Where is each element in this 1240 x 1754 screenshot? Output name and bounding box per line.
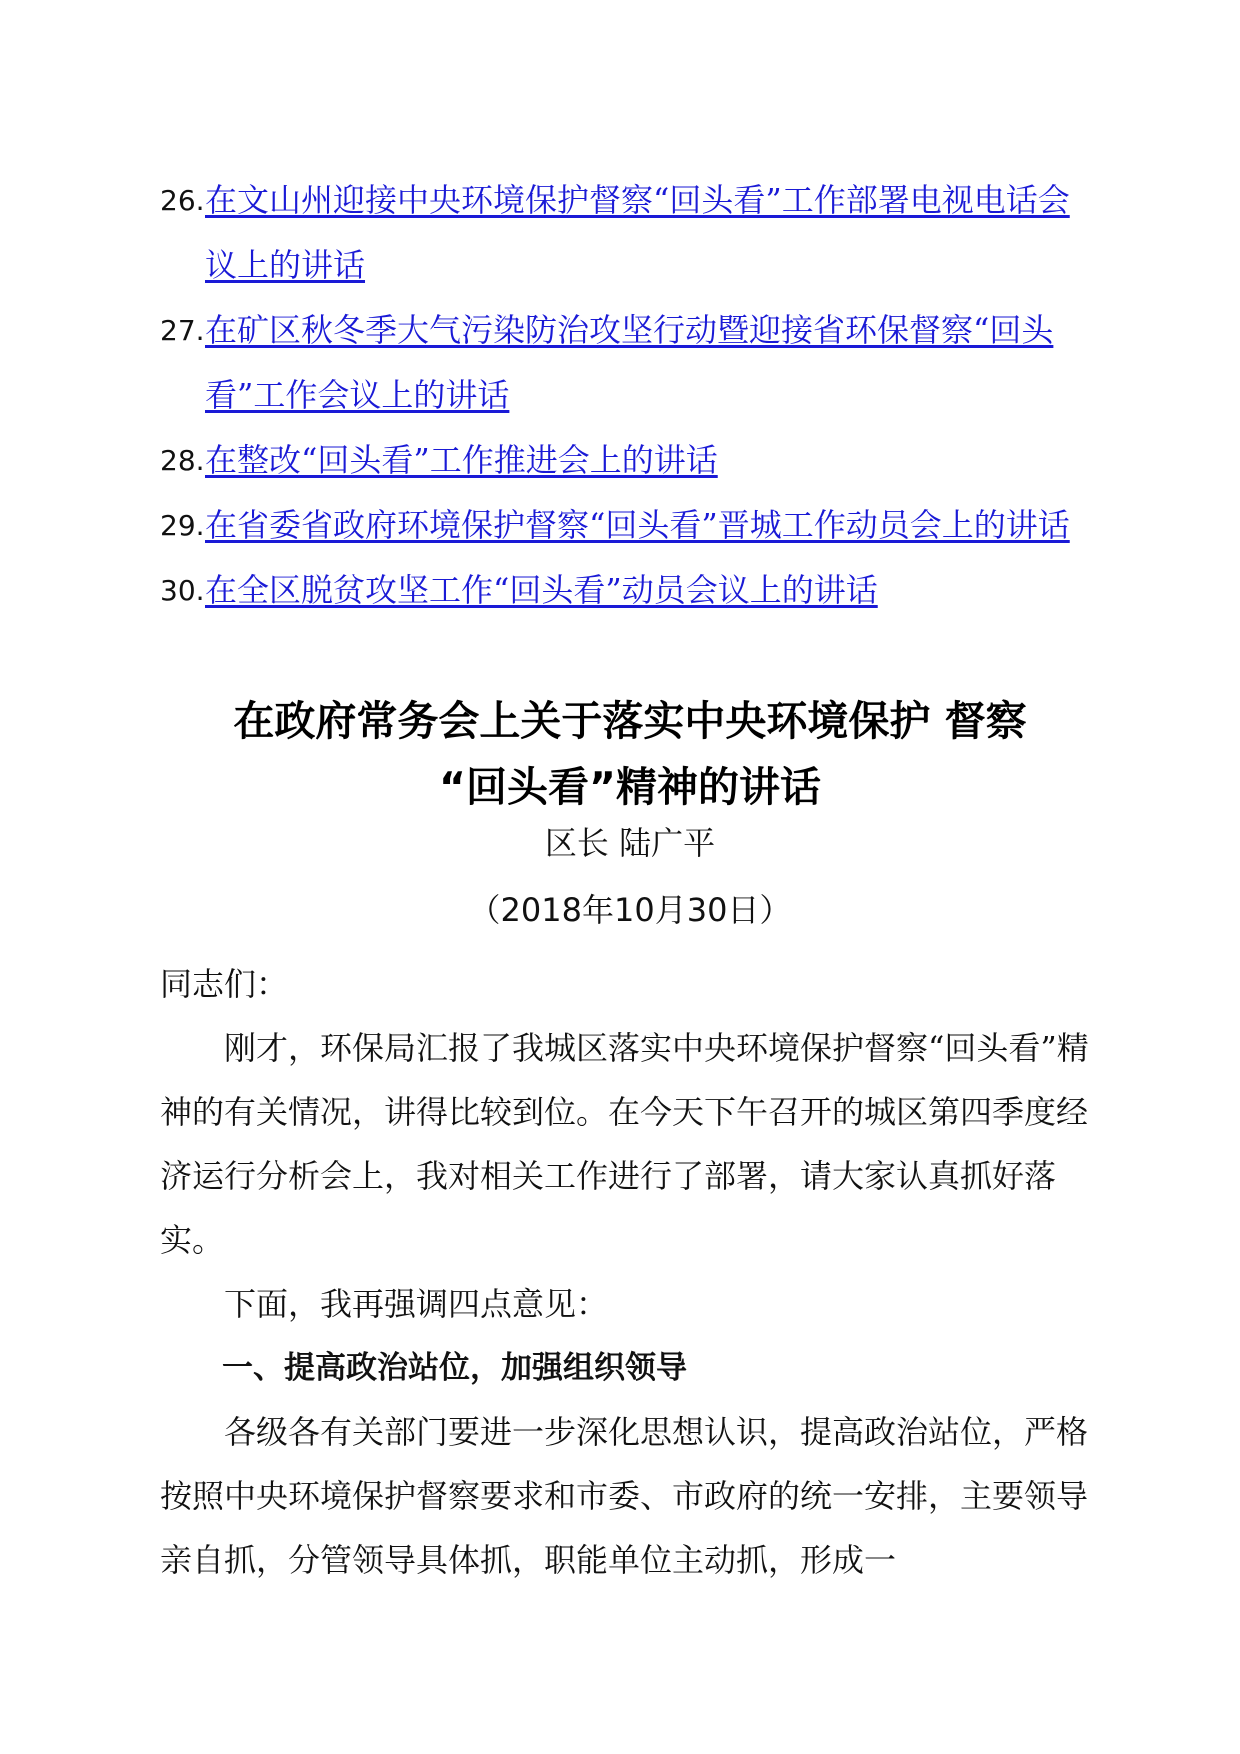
body-paragraph-3: 各级各有关部门要进一步深化思想认识，提高政治站位，严格按照中央环境保护督察要求和市委、市政府的统一安排，主要领导亲自抓，分管领导具体抓，职能单位主动抓，形成一: [160, 1413, 1089, 1579]
article-title: [160, 688, 1100, 820]
toc-item-number: 28.: [160, 444, 205, 477]
article-date: （2018年10月30日）: [468, 891, 792, 929]
toc-item-30: [160, 558, 1100, 623]
toc-item-29: [160, 493, 1100, 558]
toc-item-27: [160, 298, 1100, 428]
toc-link-26[interactable]: 在文山州迎接中央环境保护督察“回头看”工作部署电视电话会议上的讲话: [205, 181, 1070, 284]
toc-link-28[interactable]: 在整改“回头看”工作推进会上的讲话: [205, 441, 718, 479]
toc-item-number: 26.: [160, 184, 205, 217]
article-title-line-2: “回头看”精神的讲话: [439, 763, 821, 811]
toc-item-28: [160, 428, 1100, 493]
toc-link-29[interactable]: 在省委省政府环境保护督察“回头看”晋城工作动员会上的讲话: [205, 506, 1070, 544]
body-paragraph-2: 下面，我再强调四点意见：: [224, 1285, 609, 1323]
toc-item-number: 30.: [160, 574, 205, 607]
toc-item-number: 27.: [160, 314, 205, 347]
toc-item-26: [160, 168, 1100, 298]
toc-item-number: 29.: [160, 509, 205, 542]
body-paragraph-1: 刚才，环保局汇报了我城区落实中央环境保护督察“回头看”精神的有关情况，讲得比较到位。在今天下午召开的城区第四季度经济运行分析会上，我对相关工作进行了部署，请大家认真抓好落实。: [160, 1029, 1089, 1259]
toc-link-27[interactable]: 在矿区秋冬季大气污染防治攻坚行动暨迎接省环保督察“回头看”工作会议上的讲话: [205, 311, 1054, 414]
toc-link-30[interactable]: 在全区脱贫攻坚工作“回头看”动员会议上的讲话: [205, 571, 878, 609]
article-body: [160, 952, 1100, 1592]
article-author: 区长 陆广平: [544, 824, 716, 862]
salutation: 同志们：: [160, 965, 289, 1003]
section-heading-1: 一、提高政治站位，加强组织领导: [222, 1350, 687, 1386]
article-title-line-1: 在政府常务会上关于落实中央环境保护 督察: [233, 697, 1027, 745]
table-of-contents: [160, 168, 1100, 623]
